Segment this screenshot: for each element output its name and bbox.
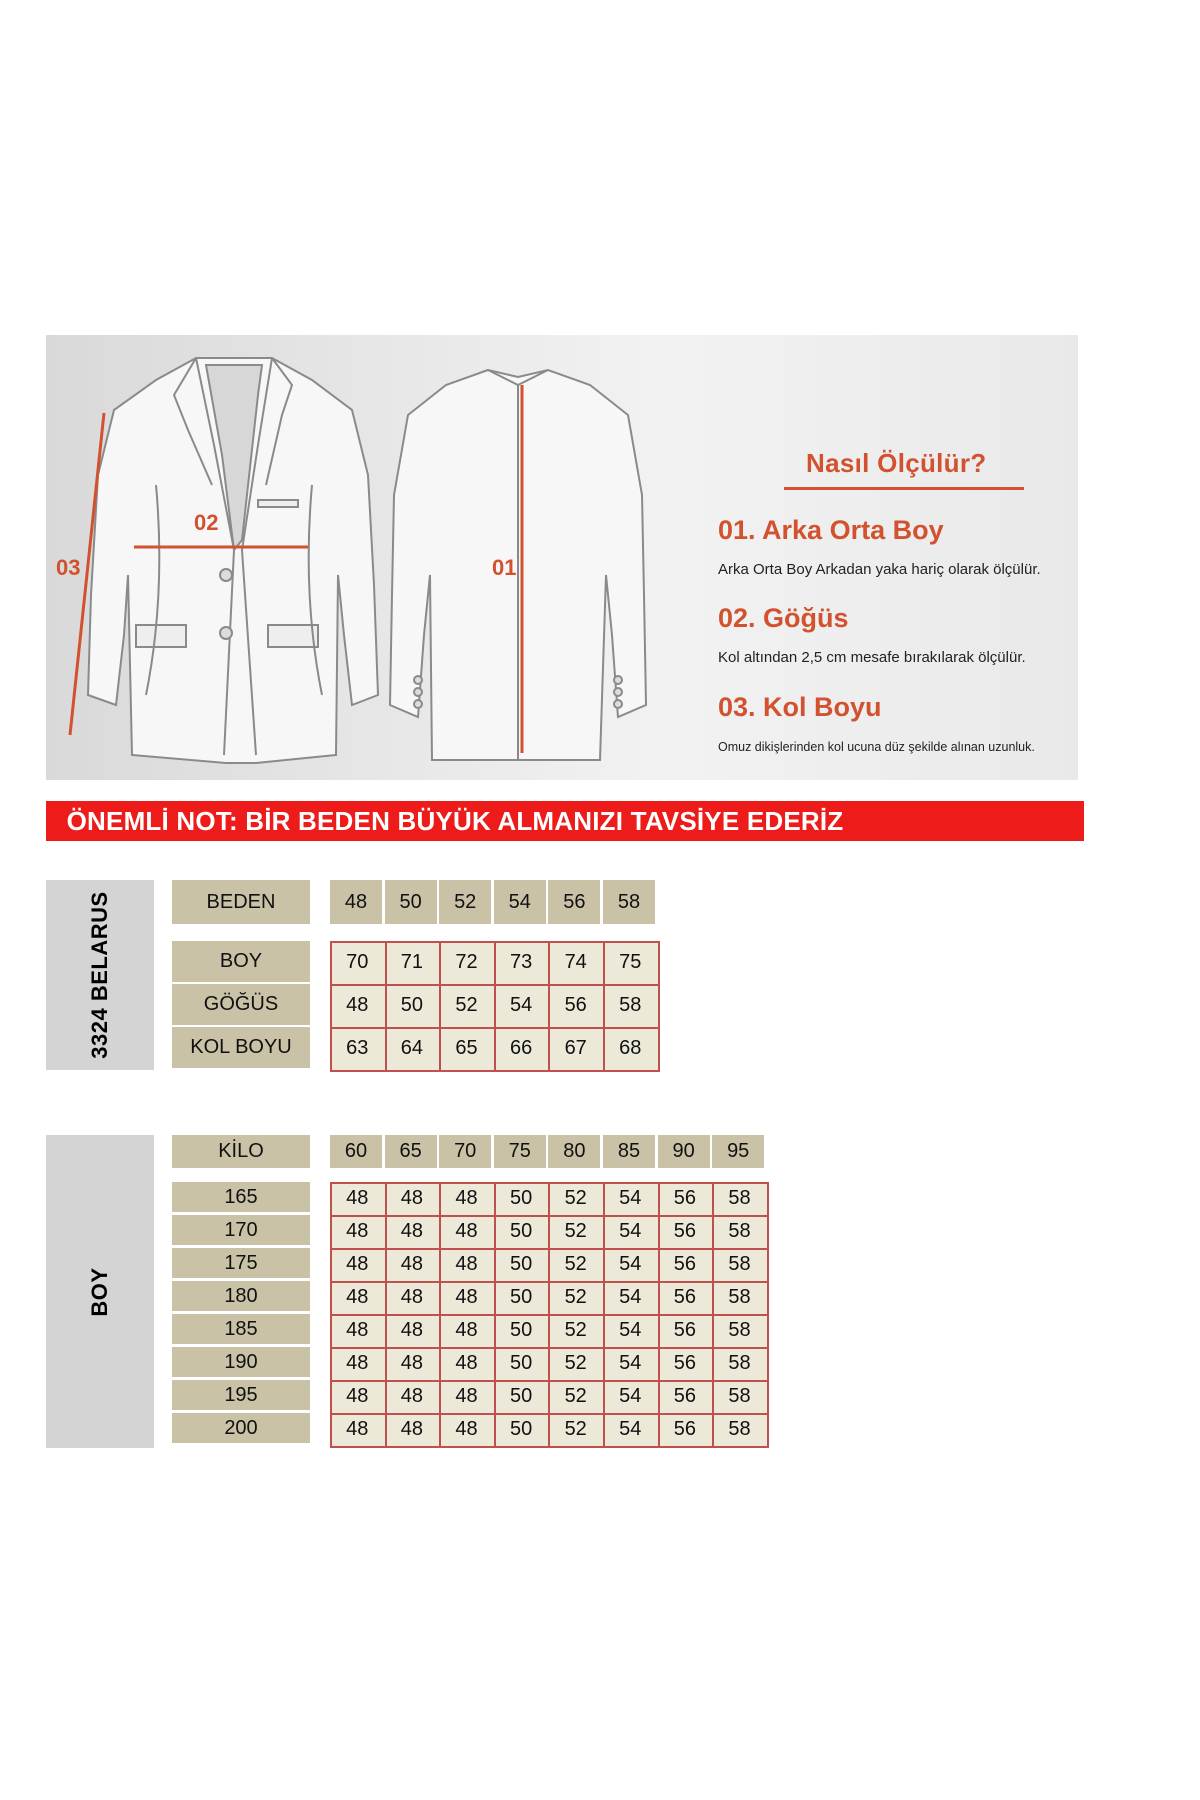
size-recommendation-cell: 48 [330,1413,385,1446]
size-recommendation-cell: 48 [439,1314,494,1347]
grid-row-line [330,1413,769,1415]
size-recommendation-cell: 58 [712,1215,767,1248]
height-row-label: 175 [172,1248,310,1278]
size-recommendation-cell: 48 [330,1248,385,1281]
size-row-label: GÖĞÜS [172,984,310,1025]
size-recommendation-cell: 48 [385,1215,440,1248]
grid-column-line [385,941,387,1072]
size-recommendation-cell: 54 [603,1248,658,1281]
size-recommendation-cell: 56 [658,1248,713,1281]
grid-row-line [330,1027,660,1029]
jacket-back-drawing [390,370,646,760]
size-cell: 63 [330,1027,385,1070]
size-recommendation-cell: 48 [330,1215,385,1248]
step-3-heading: 03. Kol Boyu [718,692,882,722]
size-recommendation-cell: 48 [439,1182,494,1215]
weight-header-cell: 65 [385,1135,437,1168]
height-row-label: 165 [172,1182,310,1212]
weight-header-label: KİLO [172,1135,310,1168]
size-recommendation-cell: 52 [548,1281,603,1314]
size-header-cell: 50 [385,880,437,924]
size-recommendation-cell: 56 [658,1347,713,1380]
size-recommendation-cell: 50 [494,1182,549,1215]
jacket-illustration [46,335,1078,780]
title-underline [784,487,1024,490]
size-cell: 66 [494,1027,549,1070]
weight-header-cell: 75 [494,1135,546,1168]
size-cell: 48 [330,984,385,1027]
size-recommendation-cell: 54 [603,1182,658,1215]
size-recommendation-cell: 52 [548,1248,603,1281]
size-cell: 70 [330,941,385,984]
weight-header-cell: 85 [603,1135,655,1168]
size-recommendation-cell: 58 [712,1248,767,1281]
size-recommendation-cell: 48 [330,1380,385,1413]
height-axis-label: BOY [87,1266,112,1317]
size-recommendation-cell: 54 [603,1215,658,1248]
grid-column-line [494,941,496,1072]
grid-row-line [330,1248,769,1250]
size-recommendation-cell: 48 [330,1281,385,1314]
size-recommendation-cell: 58 [712,1347,767,1380]
size-recommendation-cell: 48 [385,1314,440,1347]
step-1-heading: 01. Arka Orta Boy [718,515,944,545]
weight-header-cell: 95 [712,1135,764,1168]
model-side-label [46,880,154,1070]
size-recommendation-cell: 58 [712,1281,767,1314]
height-row-label: 195 [172,1380,310,1410]
size-header-cell: 54 [494,880,546,924]
grid-row-line [330,1380,769,1382]
size-row-label: KOL BOYU [172,1027,310,1068]
size-recommendation-cell: 48 [439,1347,494,1380]
size-recommendation-cell: 52 [548,1215,603,1248]
size-header-cell: 48 [330,880,382,924]
marker-01: 01 [492,555,517,580]
weight-header-cell: 60 [330,1135,382,1168]
size-cell: 50 [385,984,440,1027]
size-cell: 65 [439,1027,494,1070]
weight-header-cell: 90 [658,1135,710,1168]
size-recommendation-cell: 54 [603,1314,658,1347]
grid-column-line [603,941,605,1072]
grid-row-line [330,984,660,986]
size-recommendation-cell: 54 [603,1281,658,1314]
size-cell: 73 [494,941,549,984]
size-header-label: BEDEN [172,880,310,924]
size-recommendation-cell: 48 [330,1182,385,1215]
size-recommendation-cell: 48 [385,1248,440,1281]
grid-row-line [330,1347,769,1349]
size-recommendation-cell: 50 [494,1380,549,1413]
size-recommendation-cell: 54 [603,1347,658,1380]
grid-row-line [330,1215,769,1217]
size-recommendation-cell: 50 [494,1281,549,1314]
size-recommendation-cell: 50 [494,1215,549,1248]
weight-header-cell: 80 [548,1135,600,1168]
size-recommendation-cell: 52 [548,1314,603,1347]
size-recommendation-cell: 58 [712,1182,767,1215]
size-recommendation-cell: 56 [658,1215,713,1248]
size-cell: 72 [439,941,494,984]
height-side-label [46,1135,154,1448]
size-recommendation-cell: 48 [439,1281,494,1314]
marker-02: 02 [194,510,219,535]
size-recommendation-cell: 52 [548,1347,603,1380]
size-cell: 75 [603,941,658,984]
size-recommendation-cell: 48 [385,1380,440,1413]
size-header-cell: 58 [603,880,655,924]
size-header-cell: 52 [439,880,491,924]
size-recommendation-cell: 52 [548,1182,603,1215]
important-note-text: ÖNEMLİ NOT: BİR BEDEN BÜYÜK ALMANIZI TAVSİYE EDERİZ [66,806,844,836]
grid-column-line [439,941,441,1072]
how-to-measure-title: Nasıl Ölçülür? [806,448,987,478]
grid-row-line [330,1281,769,1283]
size-recommendation-cell: 58 [712,1314,767,1347]
size-recommendation-cell: 56 [658,1281,713,1314]
size-cell: 71 [385,941,440,984]
size-cell: 52 [439,984,494,1027]
step-3-text: Omuz dikişlerinden kol ucuna düz şekilde alınan uzunluk. [718,740,1035,754]
size-recommendation-cell: 48 [385,1281,440,1314]
size-recommendation-cell: 48 [385,1182,440,1215]
size-recommendation-cell: 48 [385,1413,440,1446]
size-recommendation-cell: 56 [658,1380,713,1413]
step-2-heading: 02. Göğüs [718,603,849,633]
size-cell: 56 [548,984,603,1027]
step-2-text: Kol altından 2,5 cm mesafe bırakılarak ölçülür. [718,649,1026,666]
size-recommendation-cell: 48 [439,1380,494,1413]
grid-column-line [548,941,550,1072]
size-cell: 54 [494,984,549,1027]
important-note-banner [46,801,1084,841]
size-recommendation-cell: 48 [330,1347,385,1380]
size-row-label: BOY [172,941,310,982]
step-1-text: Arka Orta Boy Arkadan yaka hariç olarak ölçülür. [718,561,1041,578]
height-row-label: 180 [172,1281,310,1311]
height-row-label: 200 [172,1413,310,1443]
size-recommendation-cell: 52 [548,1413,603,1446]
size-recommendation-cell: 50 [494,1347,549,1380]
size-recommendation-cell: 58 [712,1413,767,1446]
marker-03: 03 [56,555,81,580]
size-recommendation-cell: 50 [494,1314,549,1347]
size-recommendation-cell: 50 [494,1248,549,1281]
jacket-front-drawing [88,358,378,763]
size-cell: 74 [548,941,603,984]
model-name: 3324 BELARUS [87,891,112,1059]
height-row-label: 170 [172,1215,310,1245]
size-recommendation-cell: 52 [548,1380,603,1413]
size-recommendation-cell: 48 [439,1413,494,1446]
size-recommendation-cell: 48 [385,1347,440,1380]
grid-row-line [330,1314,769,1316]
size-cell: 67 [548,1027,603,1070]
weight-header-cell: 70 [439,1135,491,1168]
size-recommendation-cell: 48 [330,1314,385,1347]
height-row-label: 190 [172,1347,310,1377]
height-row-label: 185 [172,1314,310,1344]
size-recommendation-cell: 48 [439,1248,494,1281]
size-recommendation-cell: 56 [658,1314,713,1347]
size-recommendation-cell: 48 [439,1215,494,1248]
size-recommendation-cell: 58 [712,1380,767,1413]
measurement-guide [46,335,1078,780]
size-header-cell: 56 [548,880,600,924]
size-cell: 58 [603,984,658,1027]
size-recommendation-cell: 56 [658,1182,713,1215]
size-cell: 68 [603,1027,658,1070]
size-recommendation-cell: 54 [603,1380,658,1413]
size-recommendation-cell: 56 [658,1413,713,1446]
size-recommendation-cell: 50 [494,1413,549,1446]
size-cell: 64 [385,1027,440,1070]
size-recommendation-cell: 54 [603,1413,658,1446]
